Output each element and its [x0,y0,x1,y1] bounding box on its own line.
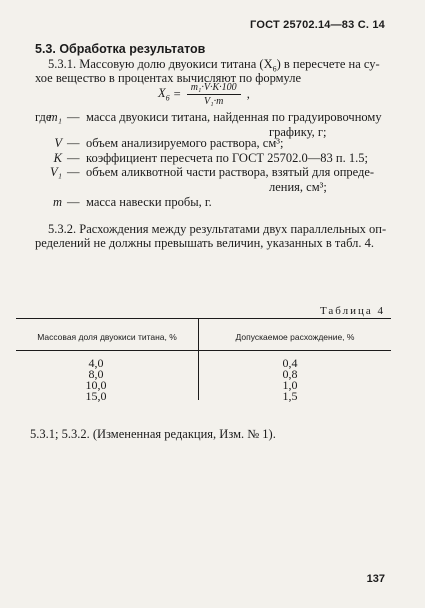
definition-symbol: V [54,136,62,150]
definition-dash: — [67,195,80,209]
formula-x6 [158,82,250,107]
table-caption: Таблица 4 [319,305,385,317]
definition-dash: — [67,136,80,150]
definition-text: объем аликвотной части раствора, взятый для опреде- [86,165,375,179]
paragraph-5-3-1-line-1: 5.3.1. Массовую долю двуокиси титана $(X_6)$ в пересчете на су- [48,57,380,74]
definition-dash: — [67,110,80,124]
definition-symbol: m [52,195,62,209]
definition-text: коэффициент пересчета по ГОСТ 25702.0—83 п. 1.5; [86,151,368,165]
definition-text: масса навески пробы, г. [86,195,212,209]
definition-dash: — [67,151,80,165]
table-top-rule [16,318,391,319]
formula-lhs: $X_6$ [158,86,170,103]
table-column-divider [198,318,199,400]
formula-comma: , [246,87,250,101]
running-header: ГОСТ 25702.14—83 С. 14 [250,19,385,31]
table-cell-tolerance: 0,8 [282,367,298,381]
paragraph-5-3-2-line-2: ределений не должны превышать величин, указанных в табл. 4. [35,236,374,250]
definition-symbol: V₁ [50,165,62,179]
definition-dash: — [67,165,80,179]
footnote-amendment: 5.3.1; 5.3.2. (Измененная редакция, Изм. № 1). [30,427,276,441]
table-cell-mass-fraction: 15,0 [85,389,107,403]
table-cell-mass-fraction: 10,0 [85,378,107,392]
paragraph-5-3-2-line-1: 5.3.2. Расхождения между результатами двух параллельных оп- [48,222,387,236]
table-header-rule [16,350,391,351]
page-number: 137 [366,573,385,585]
definition-text: объем анализируемого раствора, см³; [86,136,284,150]
table-cell-mass-fraction: 4,0 [88,356,104,370]
definition-symbol: m₁ [48,110,62,124]
section-title: 5.3. Обработка результатов [35,42,206,56]
table-cell-mass-fraction: 8,0 [88,367,104,381]
definition-symbol: K [53,151,62,165]
where-label: где [35,110,52,124]
table-header-tolerance: Допускаемое расхождение, % [235,332,355,342]
formula-fraction [187,82,241,107]
formula-numerator: m₁·V·K·100 [187,82,241,95]
paragraph-5-3-1-line-2: хое вещество в процентах вычисляют по формуле [35,71,302,85]
formula-denominator: V₁·m [204,96,224,107]
table-cell-tolerance: 1,5 [282,389,298,403]
table-cell-tolerance: 0,4 [282,356,298,370]
formula-equals: = [173,87,181,101]
definition-text: масса двуокиси титана, найденная по градуировочному [86,110,382,124]
table-header-mass-fraction: Массовая доля двуокиси титана, % [37,332,177,342]
table-cell-tolerance: 1,0 [282,378,298,392]
definition-text: графику, г; [269,125,327,139]
definition-text: ления, см³; [269,180,327,194]
